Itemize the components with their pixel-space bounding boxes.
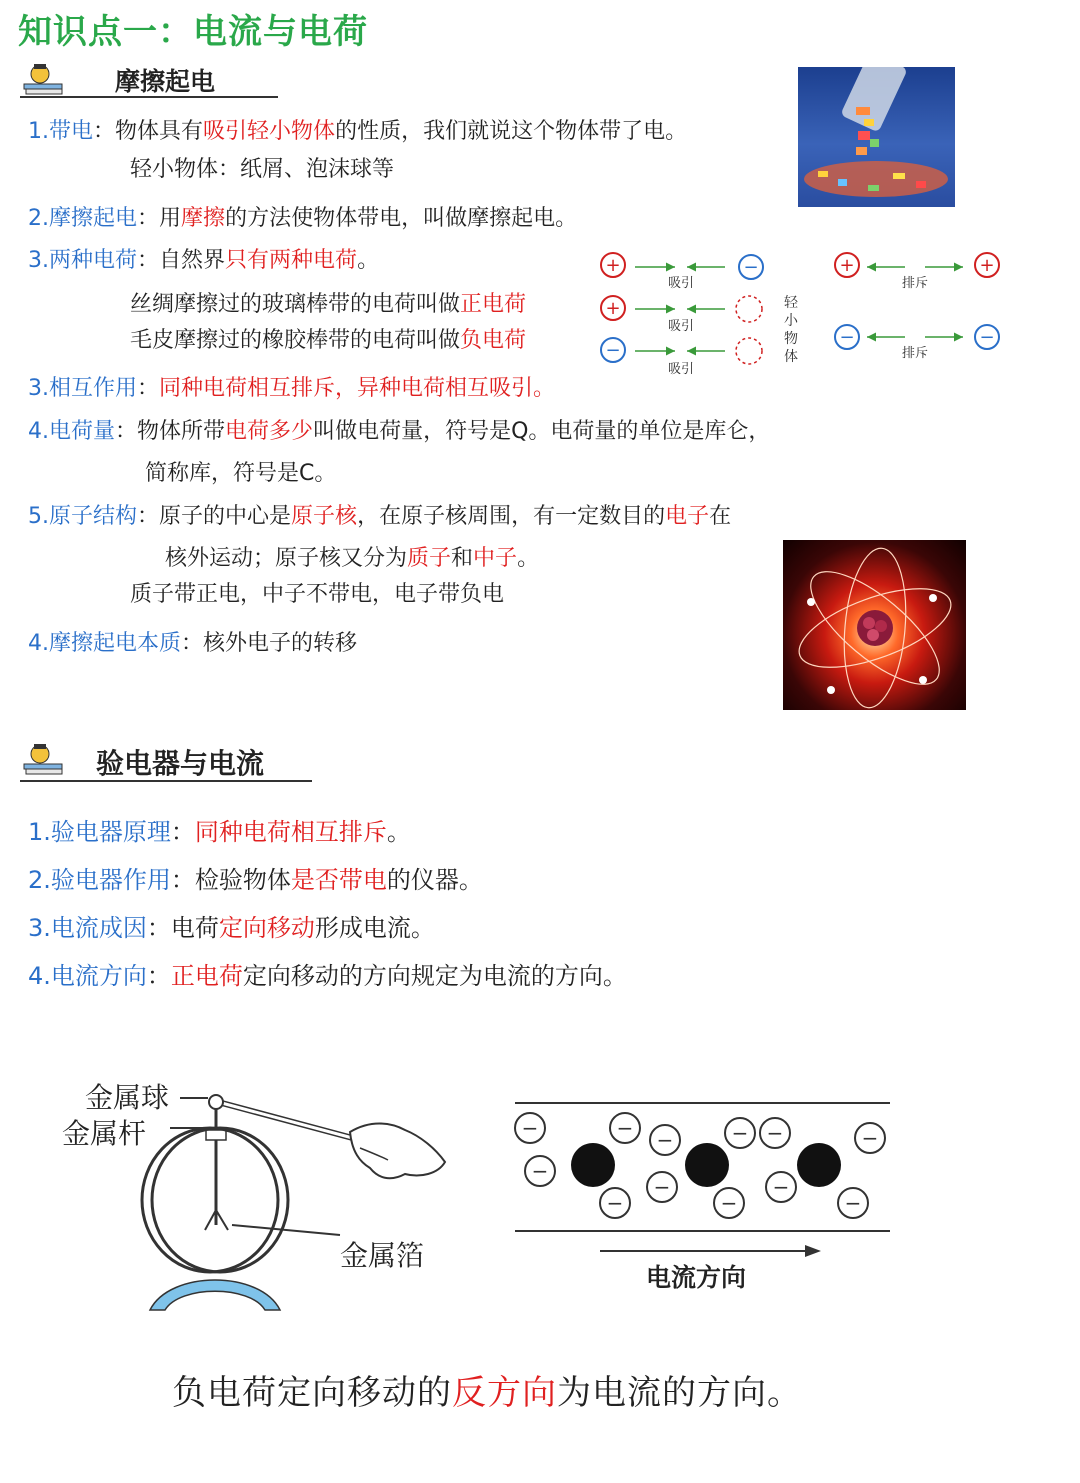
books-icon xyxy=(20,738,66,776)
svg-text:+: + xyxy=(605,255,621,276)
light-object-label xyxy=(784,295,799,365)
section-heading-friction xyxy=(20,58,280,100)
positive-charge-note: 丝绸摩擦过的玻璃棒带的电荷叫做正电荷 xyxy=(130,292,527,317)
repel-pair-positive xyxy=(835,253,999,291)
books-icon xyxy=(20,58,66,96)
attract-pair-3 xyxy=(601,338,762,377)
svg-text:−: − xyxy=(521,1116,539,1140)
svg-text:−: − xyxy=(766,1121,784,1145)
item-current-cause: 3.电流成因：电荷定向移动形成电流。 xyxy=(28,914,435,942)
item-interaction: 3.相互作用：同种电荷相互排斥，异种电荷相互吸引。 xyxy=(28,376,556,401)
svg-text:−: − xyxy=(656,1128,674,1152)
svg-text:−: − xyxy=(743,257,759,278)
svg-text:吸引: 吸引 xyxy=(667,362,695,377)
item-friction-charging: 2.摩擦起电：用摩擦的方法使物体带电，叫做摩擦起电。 xyxy=(28,206,578,231)
svg-text:−: − xyxy=(861,1126,879,1150)
negative-charge-note: 毛皮摩擦过的橡胶棒带的电荷叫做负电荷 xyxy=(130,328,527,353)
svg-text:−: − xyxy=(531,1159,549,1183)
svg-text:−: − xyxy=(731,1121,749,1145)
item-charged-note: 轻小物体：纸屑、泡沫球等 xyxy=(130,157,395,182)
repel-pair-negative xyxy=(835,325,999,361)
svg-text:−: − xyxy=(606,1191,624,1215)
svg-text:物: 物 xyxy=(784,331,798,347)
particle-charge-note: 质子带正电，中子不带电，电子带负电 xyxy=(130,582,505,607)
svg-text:−: − xyxy=(979,327,995,348)
divider xyxy=(20,96,278,98)
attract-pair-1 xyxy=(601,253,763,291)
svg-text:−: − xyxy=(605,340,621,361)
item-electroscope-principle: 1.验电器原理：同种电荷相互排斥。 xyxy=(28,818,411,846)
svg-text:−: − xyxy=(653,1175,671,1199)
current-direction-label: 电流方向 xyxy=(646,1263,747,1292)
attract-pair-2 xyxy=(601,296,762,334)
charge-interaction-diagram xyxy=(595,245,1015,385)
svg-text:−: − xyxy=(720,1191,738,1215)
section-title: 验电器与电流 xyxy=(96,747,265,780)
svg-text:−: − xyxy=(844,1191,862,1215)
item-charge-quantity-cont: 简称库，符号是C。 xyxy=(145,461,337,486)
item-charge-quantity: 4.电荷量：物体所带电荷多少叫做电荷量，符号是Q。电荷量的单位是库仑， xyxy=(28,419,771,444)
negative-charge-direction-note: 负电荷定向移动的反方向为电流的方向。 xyxy=(172,1373,802,1413)
svg-text:吸引: 吸引 xyxy=(667,276,695,291)
svg-text:+: + xyxy=(839,255,855,276)
current-wire-diagram xyxy=(505,1095,900,1265)
svg-text:排斥: 排斥 xyxy=(901,276,929,291)
metal-rod-label: 金属杆 xyxy=(62,1117,147,1150)
divider xyxy=(20,780,312,782)
svg-text:排斥: 排斥 xyxy=(901,346,929,361)
item-current-direction: 4.电流方向：正电荷定向移动的方向规定为电流的方向。 xyxy=(28,962,627,990)
item-friction-essence: 4.摩擦起电本质：核外电子的转移 xyxy=(28,631,358,656)
item-atom-structure-cont: 核外运动；原子核又分为质子和中子。 xyxy=(165,546,540,571)
svg-text:+: + xyxy=(979,255,995,276)
svg-text:吸引: 吸引 xyxy=(667,319,695,334)
paper-bits-photo xyxy=(798,67,955,207)
svg-text:−: − xyxy=(616,1116,634,1140)
svg-text:−: − xyxy=(772,1175,790,1199)
item-atom-structure: 5.原子结构：原子的中心是原子核，在原子核周围，有一定数目的电子在 xyxy=(28,504,732,529)
svg-text:小: 小 xyxy=(784,313,798,329)
svg-text:轻: 轻 xyxy=(784,295,798,311)
section-heading-electroscope xyxy=(20,738,315,784)
page-title: 知识点一：电流与电荷 xyxy=(18,12,368,52)
metal-ball-label: 金属球 xyxy=(85,1081,170,1114)
atom-photo xyxy=(783,540,966,710)
metal-foil-label: 金属箔 xyxy=(340,1239,425,1272)
svg-text:−: − xyxy=(839,327,855,348)
svg-text:体: 体 xyxy=(784,349,798,365)
item-electroscope-use: 2.验电器作用：检验物体是否带电的仪器。 xyxy=(28,866,483,894)
svg-text:+: + xyxy=(605,298,621,319)
section-title: 摩擦起电 xyxy=(115,67,216,96)
item-two-charges: 3.两种电荷：自然界只有两种电荷。 xyxy=(28,248,380,273)
item-charged: 1.带电：物体具有吸引轻小物体的性质，我们就说这个物体带了电。 xyxy=(28,119,688,144)
